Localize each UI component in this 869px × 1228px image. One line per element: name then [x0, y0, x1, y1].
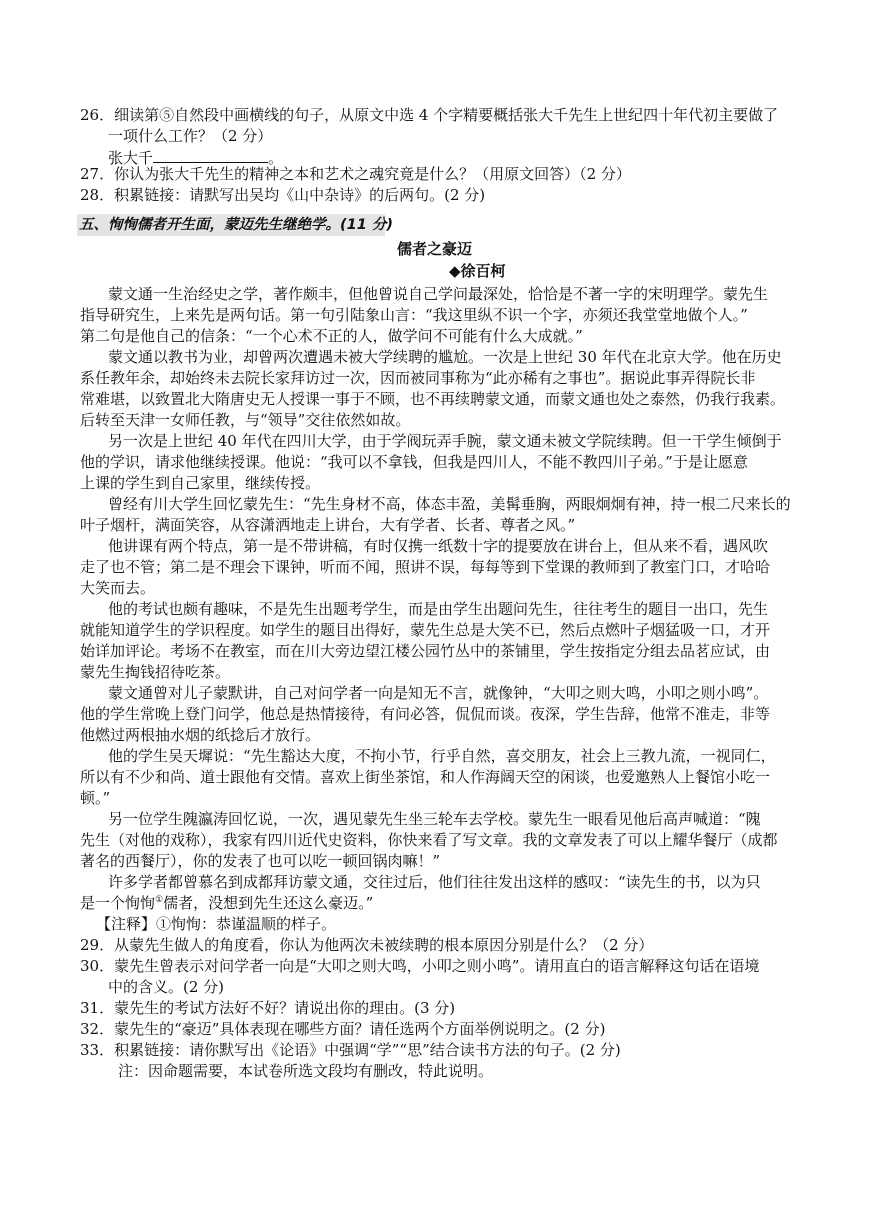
question-30-line-1: 30．蒙先生曾表示对问学者一向是“大叩之则大鸣，小叩之则小鸣”。请用直白的语言解释这句话在语境 [80, 957, 760, 975]
question-28: 28．积累链接：请默写出吴均《山中杂诗》的后两句。(2 分) [80, 186, 486, 204]
question-30-line-2: 中的含义。(2 分) [108, 978, 225, 996]
answer-prefix: 张大千 [108, 149, 154, 167]
question-26-line-1: 26．细读第⑤自然段中画横线的句子，从原文中选 4 个字精要概括张大千先生上世纪四十年代初主要做了 [80, 106, 779, 124]
passage-title: 儒者之豪迈 [396, 240, 472, 258]
passage-line: 蒙文通以教书为业，却曾两次遭遇未被大学续聘的尴尬。一次是上世纪 30 年代在北京大学。他在历史 [108, 348, 782, 366]
passage-line: 所以有不少和尚、道士跟他有交情。喜欢上街坐茶馆，和人作海阔天空的闲谈，也爱邀熟人上餐馆小吃一 [80, 768, 771, 786]
passage-author: ◆徐百柯 [449, 262, 506, 280]
passage-line: 他的考试也颇有趣味，不是先生出题考学生，而是由学生出题问先生，往往考生的题目一出口，先生 [108, 600, 769, 618]
footnote-marker: ① [155, 895, 164, 905]
question-27: 27．你认为张大千先生的精神之本和艺术之魂究竟是什么？（用原文回答）（2 分） [80, 165, 631, 183]
passage-line: 他的学生常晚上登门问学，他总是热情接待，有问必答，侃侃而谈。夜深，学生告辞，他常不准走，非等 [80, 705, 771, 723]
passage-line: 指导研究生，上来先是两句话。第一句引陆象山言：“我这里纵不识一个字，亦须还我堂堂地做个人。” [80, 306, 748, 324]
passage-line: 大笑而去。 [80, 579, 156, 597]
section-5-heading: 五、恂恂儒者开生面，蒙迈先生继绝学。(11 分) [77, 214, 385, 236]
passage-line: 顿。” [80, 789, 111, 807]
passage-line: 曾经有川大学生回忆蒙先生：“先生身材不高，体态丰盈，美髯垂胸，两眼炯炯有神，持一根二尺来长的 [108, 495, 791, 513]
question-32: 32．蒙先生的“豪迈”具体表现在哪些方面？请任选两个方面举例说明之。(2 分) [80, 1020, 606, 1038]
edit-note: 注：因命题需要，本试卷所选文段均有删改，特此说明。 [118, 1062, 494, 1080]
passage-line: 著名的西餐厅），你的发表了也可以吃一顿回锅肉嘛！” [80, 852, 441, 870]
annotation-note: 【注释】①恂恂：恭谨温顺的样子。 [96, 915, 337, 933]
passage-line: 常难堪，以致置北大隋唐史无人授课一事于不顾，也不再续聘蒙文通，而蒙文通也处之泰然，仍我行我素。 [80, 390, 786, 408]
passage-line: 另一位学生隗瀛涛回忆说，一次，遇见蒙先生坐三轮车去学校。蒙先生一眼看见他后高声喊道：“隗 [108, 810, 761, 828]
passage-line: 先生（对他的戏称），我家有四川近代史资料，你快来看了写文章。我的文章发表了可以上耀华餐厅（成都 [80, 831, 778, 849]
question-26-line-2: 一项什么工作？（2 分） [108, 127, 273, 145]
passage-fragment: 是一个恂恂 [80, 894, 156, 912]
passage-line: 就能知道学生的学识程度。如学生的题目出得好，蒙先生总是大笑不已，然后点燃叶子烟猛吸一口，才开 [80, 621, 771, 639]
passage-line: 系任教年余，却始终未去院长家拜访过一次，因而被同事称为“此亦稀有之事也”。据说此事弄得院长非 [80, 369, 756, 387]
passage-line: 蒙文通一生治经史之学，著作颇丰，但他曾说自己学问最深处，恰恰是不著一字的宋明理学。蒙先生 [108, 285, 769, 303]
passage-line: 第二句是他自己的信条：“一个心术不正的人，做学问不可能有什么大成就。” [80, 327, 583, 345]
passage-line: 始详加评论。考场不在教室，而在川大旁边望江楼公园竹丛中的茶铺里，学生按指定分组去品茗应试，由 [80, 642, 771, 660]
answer-blank[interactable] [153, 148, 268, 163]
passage-line: 蒙文通曾对儿子蒙默讲，自己对问学者一向是知无不言，就像钟，“大叩之则大鸣，小叩之则小鸣”。 [108, 684, 769, 702]
question-29: 29．从蒙先生做人的角度看，你认为他两次未被续聘的根本原因分别是什么？（2 分） [80, 936, 654, 954]
passage-line: 他讲课有两个特点，第一是不带讲稿，有时仅携一纸数十字的提要放在讲台上，但从来不看，遇风吹 [108, 537, 769, 555]
passage-line: 走了也不管；第二是不理会下课钟，听而不闻，照讲不误，每每等到下堂课的教师到了教室门口，才哈哈 [80, 558, 771, 576]
passage-line: 蒙先生掏钱招待吃茶。 [80, 663, 231, 681]
passage-line: 后转至天津一女师任教，与“领导”交往依然如故。 [80, 411, 411, 429]
passage-line [80, 892, 373, 914]
passage-line: 许多学者都曾慕名到成都拜访蒙文通，交往过后，他们往往发出这样的感叹：“读先生的书，以为只 [108, 873, 761, 891]
question-33: 33．积累链接：请你默写出《论语》中强调“学”“思”结合读书方法的句子。(2 分) [80, 1041, 621, 1059]
passage-line: 叶子烟杆，满面笑容，从容潇洒地走上讲台，大有学者、长者、尊者之风。” [80, 516, 576, 534]
passage-line: 他的学识，请求他继续授课。他说：“我可以不拿钱，但我是四川人，不能不教四川子弟。”于是让愿意 [80, 453, 748, 471]
passage-line: 他燃过两根抽水烟的纸捻后才放行。 [80, 726, 321, 744]
answer-suffix: 。 [268, 149, 284, 167]
passage-line: 上课的学生到自己家里，继续传授。 [80, 474, 321, 492]
passage-line: 他的学生吴天墀说：“先生豁达大度，不拘小节，行乎自然，喜交朋友，社会上三教九流，一视同仁， [108, 747, 776, 765]
passage-fragment: 儒者，没想到先生还这么豪迈。” [163, 894, 374, 912]
passage-line: 另一次是上世纪 40 年代在四川大学，由于学阀玩弄手腕，蒙文通未被文学院续聘。但一干学生倾倒于 [108, 432, 782, 450]
question-31: 31．蒙先生的考试方法好不好？请说出你的理由。(3 分) [80, 999, 456, 1017]
